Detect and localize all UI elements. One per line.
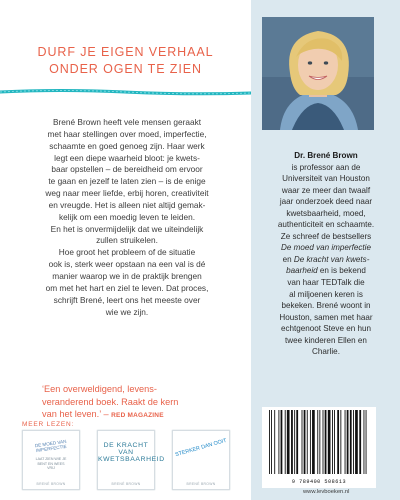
bio-line: al miljoenen keren is (289, 289, 363, 299)
book-title: DE KRACHT VAN KWETSBAARHEID (98, 442, 165, 463)
bio-line: echtgenoot Steve en hun (280, 324, 371, 334)
bio-line (256, 265, 396, 277)
blurb-line: kelijk om een moedig leven te leiden. (58, 211, 196, 222)
book-subtitle: LAAT ZIEN WIE JE BENT EN WEES VRIJ (35, 457, 67, 471)
quote-text-end: van het leven.’ (42, 409, 101, 419)
blurb-line: manier waarop we in de praktijk brengen (52, 270, 202, 281)
headline-line-1: DURF JE EIGEN VERHAAL (37, 45, 214, 59)
barcode-bar (366, 410, 367, 474)
headline-line-2: ONDER OGEN TE ZIEN (49, 62, 202, 76)
barcode-bar (302, 410, 303, 474)
barcode-bar (310, 410, 311, 474)
barcode-bar (281, 410, 283, 474)
barcode-bar (304, 410, 306, 474)
barcode-bar (334, 410, 335, 474)
quote-line-1: ‘Een overweldigend, levens- (42, 384, 157, 394)
book-cover-moed-van-imperfectie[interactable] (22, 430, 80, 490)
barcode-bar (328, 410, 331, 474)
blurb-line: wie we zijn. (105, 306, 149, 317)
blurb-line: zullen struikelen. (96, 235, 158, 246)
bio-text: en (282, 254, 294, 264)
quote-dash: – (100, 409, 112, 419)
bio-line: authenticiteit en schaamte. (277, 220, 375, 230)
barcode-bar (319, 410, 320, 474)
barcode-bar (350, 410, 352, 474)
blurb-text (22, 117, 232, 318)
bio-line: kwetsbaarheid, moed, (286, 208, 366, 218)
book-cover-kracht-van-kwetsbaarheid[interactable] (97, 430, 165, 490)
author-photo (262, 17, 374, 130)
barcode-bar (323, 410, 324, 474)
barcode-bar (337, 410, 339, 474)
bio-line: jaar onderzoek deed naar (279, 197, 373, 207)
blurb-line: met haar stellingen over moed, imperfectie, (47, 128, 207, 139)
barcode-bar (325, 410, 327, 474)
blurb-line: ook is, sterk weer opstaan na een val is dé (48, 259, 206, 270)
blurb-line: En het is onvermijdelijk dat we uiteindelijk (50, 223, 204, 234)
isbn-number: 9 789400 508613 (291, 479, 347, 485)
barcode-bar (347, 410, 349, 474)
bio-line: Houston, samen met haar (279, 312, 373, 322)
barcode-bar (364, 410, 365, 474)
barcode-bar (353, 410, 354, 474)
book-author: BRENÉ BROWN (186, 482, 216, 486)
blurb-line: Hoe groot het probleem of de situatie (58, 247, 196, 258)
blurb-line: legt een diepe waarheid bloot: je kwets- (54, 152, 200, 163)
press-quote (42, 383, 232, 423)
bio-book-title: De moed van imperfectie (281, 243, 371, 253)
barcode-bar (294, 410, 295, 474)
barcode-bars (268, 410, 371, 474)
quote-source: RED MAGAZINE (111, 412, 164, 419)
barcode-bar (355, 410, 358, 474)
bio-text: en is bekend (317, 266, 366, 276)
barcode-bar (291, 410, 293, 474)
book-cover-sterker-dan-ooit[interactable] (172, 430, 230, 490)
barcode-bar (312, 410, 315, 474)
blurb-line: en vreugde. Het is alleen niet altijd gemak- (48, 199, 206, 210)
bio-line: bekeken. Brené woont in (281, 301, 371, 311)
bio-book-title: De kracht van kwets- (293, 254, 370, 264)
quote-line-2: veranderend boek. Raakt de kern (42, 396, 179, 407)
barcode-bar (269, 410, 270, 474)
bio-book-title: baarheid (286, 266, 318, 276)
blurb-line: Brené Brown heeft vele mensen geraakt (52, 117, 202, 127)
isbn-barcode (262, 407, 376, 488)
book-title: STERKER DAN OOIT (174, 437, 228, 459)
blurb-line: schrijft Brené, leert ons het meeste over (53, 294, 201, 305)
author-bio (256, 150, 396, 358)
barcode-bar (296, 410, 298, 474)
barcode-bar (359, 410, 361, 474)
book-title: DE MOED VAN IMPERFECTIE (34, 438, 67, 454)
blurb-line: schaamte en goed genoeg zijn. Haar werk (49, 140, 205, 151)
author-name: Dr. Brené Brown (294, 151, 358, 160)
bio-line (256, 254, 396, 266)
bio-line (256, 242, 396, 254)
barcode-bar (271, 410, 272, 474)
barcode-bar (285, 410, 286, 474)
barcode-bar (287, 410, 290, 474)
book-author: BRENÉ BROWN (111, 482, 141, 486)
bio-line: Ze schreef de bestsellers (280, 231, 372, 241)
barcode-bar (345, 410, 346, 474)
bio-line: van haar TEDTalk die (287, 278, 365, 288)
blurb-line: weg naar meer liefde, erbij horen, creativiteit (45, 188, 209, 199)
barcode-bar (332, 410, 333, 474)
more-reading-label: MEER LEZEN: (22, 421, 75, 428)
bio-line: twee kinderen Ellen en (285, 335, 367, 345)
bio-line: waar ze meer dan twaalf (281, 185, 371, 195)
bio-line: Charlie. (312, 347, 340, 357)
barcode-bar (317, 410, 318, 474)
barcode-bar (340, 410, 341, 474)
book-author: BRENÉ BROWN (36, 482, 66, 486)
blurb-line: te gaan en jezelf te laten zien – is de enige (48, 176, 206, 187)
bio-line: Universiteit van Houston (282, 174, 370, 184)
barcode-bar (278, 410, 279, 474)
bio-line: is professor aan de (291, 162, 361, 172)
barcode-bar (274, 410, 275, 474)
rope-decoration (0, 86, 251, 98)
blurb-line: om met het hart en ziel te leven. Dat proces, (45, 282, 209, 293)
publisher-url[interactable]: www.levboeken.nl (303, 489, 350, 495)
blurb-line: baar opstellen – de bereidheid om ervoor (51, 164, 203, 175)
barcode-bar (307, 410, 308, 474)
